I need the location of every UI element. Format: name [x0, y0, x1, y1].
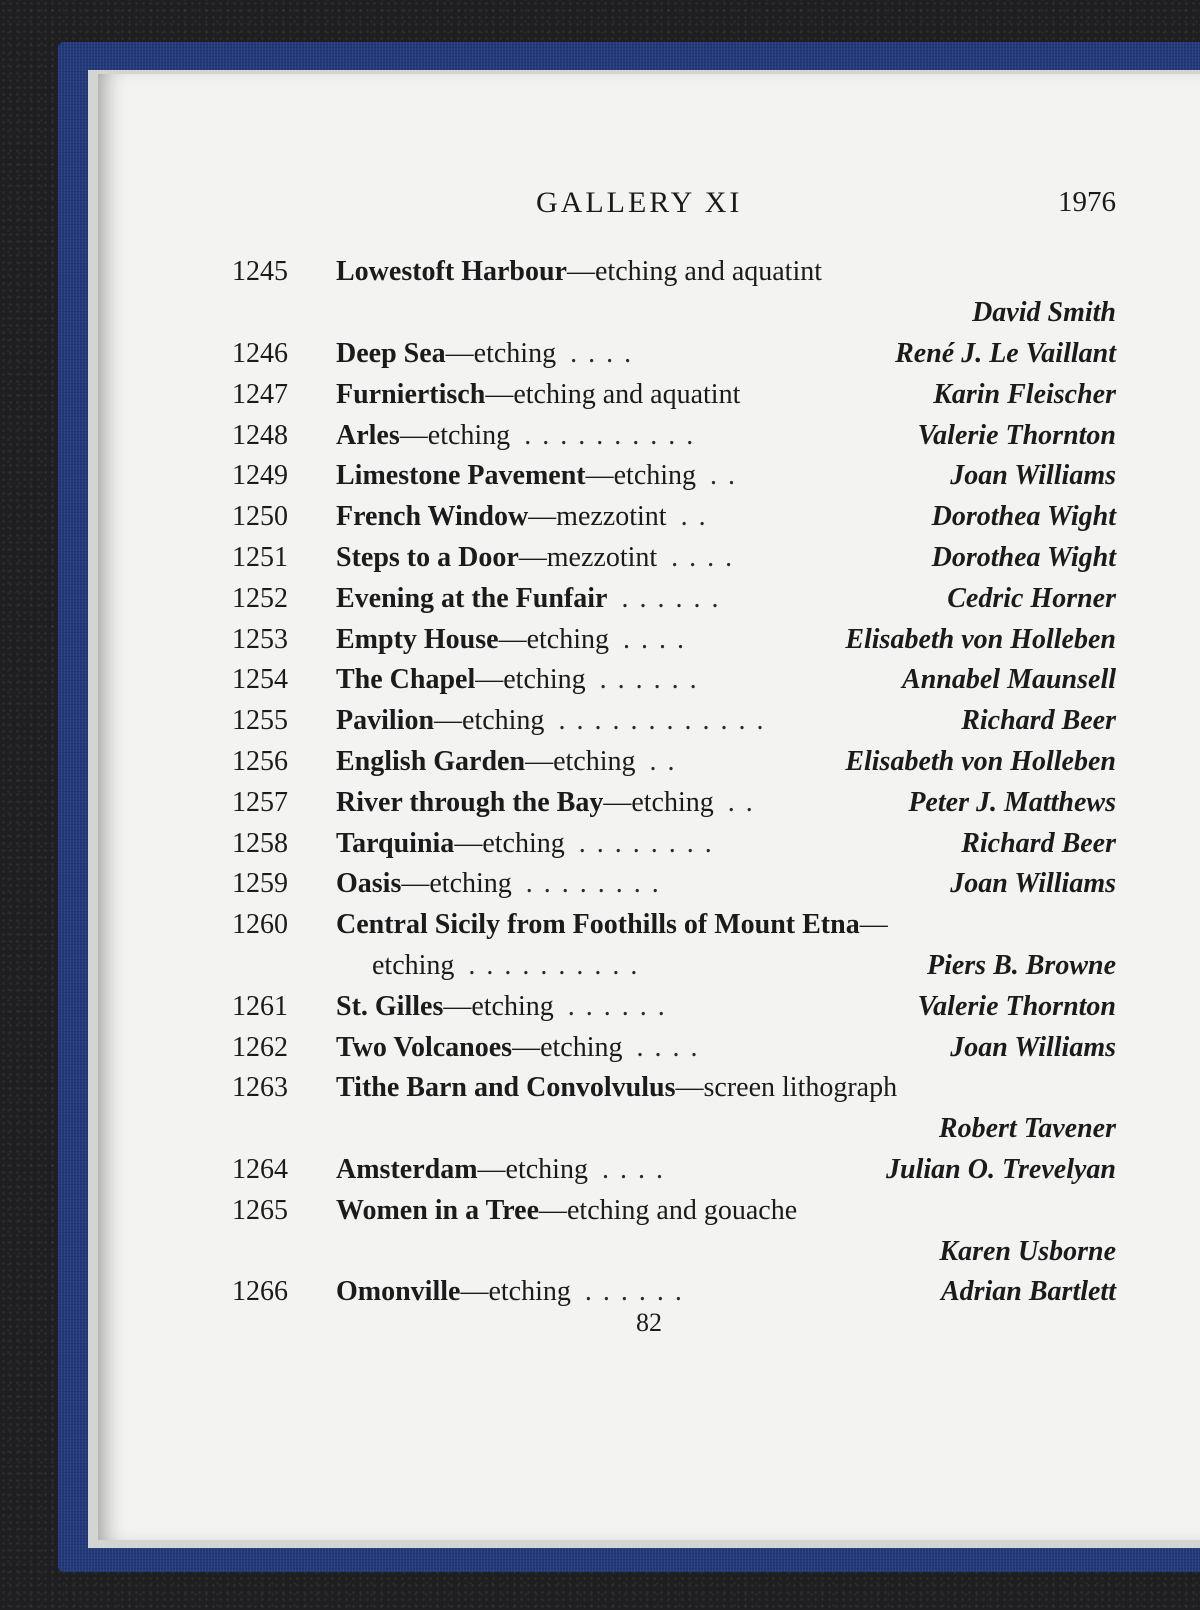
catalogue-entry	[232, 415, 1116, 456]
catalogue-entry	[232, 252, 1116, 334]
entry-title: St. Gilles	[336, 990, 444, 1022]
leader-dots: . . . . . .	[599, 664, 699, 696]
entry-text	[336, 460, 942, 492]
entry-title: Lowestoft Harbour	[336, 256, 567, 288]
entry-medium: —etching	[434, 705, 545, 737]
entry-text	[336, 746, 837, 778]
entry-text	[336, 1154, 878, 1186]
entry-medium: —etching	[498, 623, 609, 655]
entry-text	[336, 909, 1116, 941]
entry-text	[336, 787, 900, 819]
entry-line	[232, 1190, 1116, 1231]
entry-artist: Richard Beer	[961, 827, 1116, 859]
catalogue-entry	[232, 456, 1116, 497]
entry-number: 1252	[232, 582, 288, 614]
entry-line	[232, 456, 1116, 497]
entry-line	[232, 293, 1116, 334]
leader-dots: . .	[710, 460, 738, 492]
entry-text	[336, 1032, 942, 1064]
entry-text	[336, 664, 894, 696]
entry-medium: —etching	[401, 868, 512, 900]
page-year: 1976	[1058, 186, 1116, 218]
entry-line	[232, 497, 1116, 538]
entry-medium-cont: etching	[372, 949, 455, 981]
catalogue-entry	[232, 1190, 1116, 1272]
entry-artist: Annabel Maunsell	[902, 664, 1116, 696]
leader-dots: . . . .	[570, 337, 634, 369]
entry-line	[232, 782, 1116, 823]
entry-line	[232, 1150, 1116, 1191]
entry-number: 1246	[232, 337, 288, 369]
entry-medium: —mezzotint	[528, 501, 667, 533]
entry-text	[372, 950, 919, 982]
entry-text	[336, 420, 910, 452]
entry-line	[232, 252, 1116, 293]
entry-title: Deep Sea	[336, 337, 446, 369]
catalogue-entry	[232, 374, 1116, 415]
entry-text	[336, 542, 924, 574]
entry-artist: Karin Fleischer	[933, 378, 1116, 410]
entry-number: 1245	[232, 256, 288, 288]
entry-number: 1266	[232, 1276, 288, 1308]
entry-line	[232, 946, 1116, 987]
leader-dots: . . . . . .	[567, 990, 667, 1022]
entry-artist: Peter J. Matthews	[908, 786, 1116, 818]
entry-artist: Joan Williams	[950, 460, 1116, 492]
entry-title: Tithe Barn and Convolvulus	[336, 1072, 676, 1104]
entry-text	[336, 379, 925, 411]
leader-dots: . . . . . . . . . . . .	[558, 705, 766, 737]
leader-dots: . . . .	[636, 1031, 700, 1063]
catalogue-entry	[232, 1272, 1116, 1313]
catalogue-entry	[232, 782, 1116, 823]
page-number: 82	[636, 1308, 662, 1337]
entry-text	[336, 991, 910, 1023]
leader-dots: . . . . . . . . . .	[468, 949, 640, 981]
entry-number: 1262	[232, 1031, 288, 1063]
catalogue-entry	[232, 660, 1116, 701]
entry-medium: —etching	[399, 419, 511, 451]
entry-text	[336, 1072, 1116, 1104]
entry-title: Tarquinia	[336, 827, 455, 859]
entry-title: Evening at the Funfair	[336, 582, 608, 614]
entry-title: Empty House	[336, 623, 499, 655]
entry-artist: Robert Tavener	[938, 1113, 1116, 1145]
entry-line	[232, 905, 1116, 946]
entry-artist: Julian O. Trevelyan	[886, 1153, 1116, 1185]
page-title: GALLERY XI	[536, 186, 743, 219]
entry-title: Limestone Pavement	[336, 460, 586, 492]
entry-text	[336, 501, 924, 533]
entry-number: 1260	[232, 909, 288, 941]
catalogue-entry	[232, 823, 1116, 864]
leader-dots: . .	[649, 745, 677, 777]
catalogue-entry	[232, 742, 1116, 783]
entry-line	[232, 334, 1116, 375]
entry-artist: Elisabeth von Holleben	[845, 745, 1116, 777]
entry-artist: René J. Le Vaillant	[895, 337, 1116, 369]
entry-line	[232, 415, 1116, 456]
entry-text	[336, 583, 939, 615]
entry-artist: Cedric Horner	[947, 582, 1116, 614]
entry-medium: —etching and gouache	[539, 1194, 798, 1226]
entry-text	[336, 256, 1116, 288]
catalogue-entry	[232, 334, 1116, 375]
leader-dots: . . . .	[623, 623, 686, 655]
entry-line	[232, 1109, 1116, 1150]
entry-line	[232, 578, 1116, 619]
entry-medium: —etching	[603, 786, 714, 818]
entry-line	[232, 823, 1116, 864]
entry-text	[336, 338, 887, 370]
entry-artist: Dorothea Wight	[931, 541, 1116, 573]
entry-title: Furniertisch	[336, 378, 486, 410]
entry-medium: —etching	[585, 460, 697, 492]
entry-medium: —etching	[477, 1153, 588, 1185]
leader-dots: . . . . . . . . . .	[524, 419, 696, 451]
entry-artist: Dorothea Wight	[931, 501, 1116, 533]
entry-title: Women in a Tree	[336, 1194, 539, 1226]
catalogue-entry	[232, 538, 1116, 579]
entry-number: 1253	[232, 623, 288, 655]
entry-title: Arles	[336, 419, 400, 451]
entry-medium: —etching	[512, 1031, 623, 1063]
entry-number: 1261	[232, 990, 288, 1022]
entry-line	[232, 660, 1116, 701]
leader-dots: . .	[680, 501, 708, 533]
catalogue-entry	[232, 578, 1116, 619]
entry-number: 1248	[232, 419, 288, 451]
catalogue-entry	[232, 497, 1116, 538]
entry-number: 1256	[232, 745, 288, 777]
entry-artist: David Smith	[972, 297, 1116, 329]
entry-title: Amsterdam	[336, 1153, 478, 1185]
entry-title: The Chapel	[336, 664, 476, 696]
leader-dots: . .	[727, 786, 755, 818]
entry-medium: —etching	[475, 664, 586, 696]
leader-dots: . . . .	[601, 1153, 665, 1185]
entry-title: Central Sicily from Foothills of Mount Etna	[336, 909, 860, 941]
entry-line	[232, 864, 1116, 905]
entry-line	[232, 701, 1116, 742]
entry-medium: —etching	[443, 990, 554, 1022]
leader-dots: . . . . . . . .	[578, 827, 714, 859]
catalogue-list	[232, 252, 1116, 1313]
entry-text	[336, 624, 837, 656]
entry-artist: Elisabeth von Holleben	[845, 623, 1116, 655]
entry-line	[232, 1272, 1116, 1313]
entry-medium: —	[859, 909, 888, 941]
entry-number: 1265	[232, 1194, 288, 1226]
entry-medium: —mezzotint	[518, 541, 658, 573]
catalogue-entry	[232, 1150, 1116, 1191]
entry-text	[336, 1195, 1116, 1227]
entry-number: 1257	[232, 786, 288, 818]
page-content	[98, 74, 1200, 1540]
entry-title: Two Volcanoes	[336, 1031, 513, 1063]
entry-title: River through the Bay	[336, 786, 604, 818]
catalogue-entry	[232, 1068, 1116, 1150]
catalogue-entry	[232, 701, 1116, 742]
entry-text	[336, 828, 953, 860]
leader-dots: . . . . . .	[584, 1276, 684, 1308]
catalogue-entry	[232, 1027, 1116, 1068]
entry-number: 1255	[232, 705, 288, 737]
entry-text	[336, 705, 953, 737]
entry-artist: Adrian Bartlett	[940, 1276, 1116, 1308]
entry-artist: Joan Williams	[950, 1031, 1116, 1063]
catalogue-entry	[232, 905, 1116, 987]
entry-artist: Karen Usborne	[939, 1235, 1116, 1267]
entry-number: 1259	[232, 868, 288, 900]
entry-title: English Garden	[336, 745, 526, 777]
catalogue-entry	[232, 619, 1116, 660]
entry-artist: Piers B. Browne	[926, 949, 1116, 981]
entry-medium: —etching	[454, 827, 565, 859]
entry-line	[232, 1231, 1116, 1272]
entry-medium: —etching and aquatint	[485, 378, 741, 410]
entry-text	[336, 868, 942, 900]
entry-line	[232, 742, 1116, 783]
entry-number: 1247	[232, 378, 288, 410]
entry-title: Pavilion	[336, 705, 435, 737]
entry-artist: Valerie Thornton	[917, 419, 1116, 451]
catalogue-entry	[232, 864, 1116, 905]
entry-medium: —etching	[445, 337, 557, 369]
entry-line	[232, 986, 1116, 1027]
entry-number: 1249	[232, 460, 288, 492]
book-page	[98, 74, 1200, 1540]
leader-dots: . . . .	[671, 541, 735, 573]
entry-number: 1251	[232, 541, 288, 573]
entry-artist: Joan Williams	[950, 868, 1116, 900]
entry-medium: —etching and aquatint	[566, 256, 823, 288]
entry-title: Omonville	[336, 1276, 461, 1308]
entry-title: Steps to a Door	[336, 541, 519, 573]
leader-dots: . . . . . .	[621, 582, 721, 614]
entry-line	[232, 619, 1116, 660]
entry-title: Oasis	[336, 868, 402, 900]
entry-artist: Valerie Thornton	[917, 990, 1116, 1022]
entry-text	[336, 1276, 933, 1308]
entry-number: 1250	[232, 501, 288, 533]
entry-line	[232, 374, 1116, 415]
entry-medium: —etching	[525, 745, 636, 777]
entry-number: 1263	[232, 1072, 288, 1104]
entry-medium: —etching	[460, 1276, 571, 1308]
entry-title: French Window	[336, 501, 529, 533]
entry-line	[232, 1027, 1116, 1068]
entry-line	[232, 538, 1116, 579]
entry-number: 1258	[232, 827, 288, 859]
leader-dots: . . . . . . . .	[525, 868, 661, 900]
entry-artist: Richard Beer	[961, 705, 1116, 737]
entry-line	[232, 1068, 1116, 1109]
entry-number: 1264	[232, 1153, 288, 1185]
entry-number: 1254	[232, 664, 288, 696]
catalogue-entry	[232, 986, 1116, 1027]
entry-medium: —screen lithograph	[675, 1072, 898, 1104]
